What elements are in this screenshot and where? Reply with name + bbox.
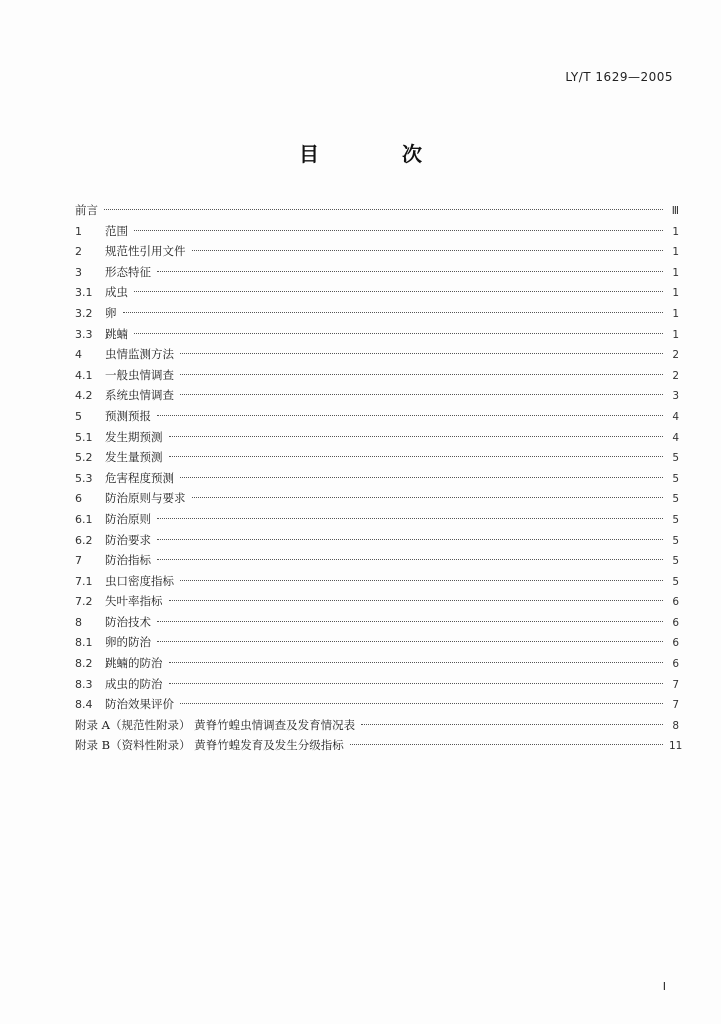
toc-leader-dots bbox=[123, 312, 664, 313]
toc-leader-dots bbox=[180, 580, 663, 581]
toc-entry-number: 7.2 bbox=[75, 595, 93, 609]
toc-leader-dots bbox=[180, 703, 663, 704]
toc-leader-dots bbox=[169, 683, 664, 684]
toc-entry-label: 成虫的防治 bbox=[105, 676, 163, 691]
toc-entry[interactable] bbox=[75, 468, 679, 489]
toc-entry-page: 7 bbox=[672, 699, 679, 712]
toc-leader-dots bbox=[157, 641, 663, 642]
toc-entry[interactable] bbox=[75, 447, 679, 468]
toc-entry-number: 8.4 bbox=[75, 698, 93, 712]
toc-leader-dots bbox=[180, 477, 663, 478]
toc-leader-dots bbox=[157, 621, 663, 622]
toc-entry-number: 5.1 bbox=[75, 430, 93, 444]
toc-entry[interactable] bbox=[75, 282, 679, 303]
toc-entry-number: 8 bbox=[75, 615, 82, 629]
toc-entry-label: 防治原则与要求 bbox=[105, 491, 186, 506]
toc-entry-label: 防治原则 bbox=[105, 511, 151, 526]
toc-entry[interactable] bbox=[75, 427, 679, 448]
toc-entry-number: 4.1 bbox=[75, 368, 93, 382]
toc-entry-number: 4.2 bbox=[75, 389, 93, 403]
toc-entry-label: 危害程度预测 bbox=[105, 470, 174, 485]
toc-entry-page: 7 bbox=[672, 678, 679, 691]
toc-entry-number: 7.1 bbox=[75, 574, 93, 588]
toc-entry-number: 5.3 bbox=[75, 471, 93, 485]
toc-entry-label: 卵的防治 bbox=[105, 635, 151, 650]
toc-leader-dots bbox=[157, 271, 663, 272]
toc-entry-page: 1 bbox=[672, 266, 679, 279]
toc-entry-number: 8.2 bbox=[75, 657, 93, 671]
toc-entry-number: 5.2 bbox=[75, 451, 93, 465]
toc-entry-number: 5 bbox=[75, 409, 82, 423]
toc-entry-number: 3.1 bbox=[75, 286, 93, 300]
toc-entry-number: 8.3 bbox=[75, 677, 93, 691]
toc-entry-label: 失叶率指标 bbox=[105, 594, 163, 609]
toc-leader-dots bbox=[157, 415, 663, 416]
toc-entry-number: 4 bbox=[75, 348, 82, 362]
toc-entry-number: 3.2 bbox=[75, 306, 93, 320]
toc-entry-number: 8.1 bbox=[75, 636, 93, 650]
toc-entry-label: 跳蝻的防治 bbox=[105, 656, 163, 671]
toc-leader-dots bbox=[361, 724, 663, 725]
toc-entry-page: 3 bbox=[672, 390, 679, 403]
toc-entry[interactable] bbox=[75, 591, 679, 612]
toc-entry-page: 1 bbox=[672, 328, 679, 341]
toc-entry-page: 11 bbox=[669, 740, 683, 753]
toc-entry-label: 成虫 bbox=[105, 285, 128, 300]
toc-entry[interactable] bbox=[75, 324, 679, 345]
toc-entry[interactable] bbox=[75, 344, 679, 365]
toc-entry-page: 2 bbox=[672, 369, 679, 382]
table-of-contents bbox=[75, 200, 683, 756]
toc-entry-page: 6 bbox=[672, 596, 679, 609]
toc-leader-dots bbox=[157, 539, 663, 540]
page-title: 目 次 bbox=[299, 142, 460, 166]
toc-entry[interactable] bbox=[75, 735, 683, 756]
toc-entry-label: 附录 A（规范性附录） 黄脊竹蝗虫情调查及发育情况表 bbox=[75, 717, 356, 732]
toc-leader-dots bbox=[157, 518, 663, 519]
toc-entry-label: 预测预报 bbox=[105, 408, 151, 423]
toc-entry-label: 卵 bbox=[105, 305, 117, 320]
toc-entry[interactable] bbox=[75, 571, 679, 592]
toc-entry-page: 5 bbox=[672, 452, 679, 465]
toc-entry-page: 1 bbox=[672, 287, 679, 300]
toc-entry-page: 5 bbox=[672, 472, 679, 485]
toc-leader-dots bbox=[192, 250, 664, 251]
toc-entry-page: 5 bbox=[672, 513, 679, 526]
toc-entry-page: 8 bbox=[672, 719, 679, 732]
toc-entry-page: 6 bbox=[672, 637, 679, 650]
page-number: I bbox=[662, 980, 666, 993]
toc-entry-number: 2 bbox=[75, 245, 82, 259]
toc-leader-dots bbox=[169, 600, 664, 601]
toc-entry[interactable] bbox=[75, 509, 679, 530]
toc-entry-page: 2 bbox=[672, 349, 679, 362]
toc-entry[interactable] bbox=[75, 262, 679, 283]
toc-entry-number: 1 bbox=[75, 224, 82, 238]
toc-entry-label: 系统虫情调查 bbox=[105, 388, 174, 403]
toc-entry-page: 6 bbox=[672, 658, 679, 671]
toc-entry-page: 1 bbox=[672, 246, 679, 259]
toc-entry-page: 4 bbox=[672, 410, 679, 423]
toc-leader-dots bbox=[180, 394, 663, 395]
toc-entry[interactable] bbox=[75, 221, 679, 242]
toc-entry-page: 1 bbox=[672, 307, 679, 320]
toc-entry-label: 跳蝻 bbox=[105, 326, 128, 341]
toc-leader-dots bbox=[169, 456, 664, 457]
toc-entry-number: 3 bbox=[75, 265, 82, 279]
toc-entry-label: 防治指标 bbox=[105, 553, 151, 568]
toc-entry-number: 6.1 bbox=[75, 512, 93, 526]
toc-entry[interactable] bbox=[75, 241, 679, 262]
toc-entry-page: 1 bbox=[672, 225, 679, 238]
toc-leader-dots bbox=[169, 662, 664, 663]
toc-leader-dots bbox=[104, 209, 663, 210]
toc-entry-number: 3.3 bbox=[75, 327, 93, 341]
toc-entry-label: 防治效果评价 bbox=[105, 697, 174, 712]
toc-entry-label: 一般虫情调查 bbox=[105, 367, 174, 382]
toc-entry-label: 防治技术 bbox=[105, 614, 151, 629]
toc-entry[interactable] bbox=[75, 365, 679, 386]
toc-entry-label: 前言 bbox=[75, 203, 98, 217]
toc-entry-number: 6 bbox=[75, 492, 82, 506]
toc-entry-label: 发生量预测 bbox=[105, 450, 163, 465]
toc-entry[interactable] bbox=[75, 200, 679, 221]
toc-entry[interactable] bbox=[75, 530, 679, 551]
toc-entry-page: 5 bbox=[672, 534, 679, 547]
toc-leader-dots bbox=[134, 230, 663, 231]
toc-entry-page: 5 bbox=[672, 575, 679, 588]
toc-entry[interactable] bbox=[75, 303, 679, 324]
toc-leader-dots bbox=[134, 291, 663, 292]
toc-entry[interactable] bbox=[75, 715, 679, 736]
toc-entry-page: Ⅲ bbox=[671, 205, 679, 217]
toc-entry-label: 虫口密度指标 bbox=[105, 573, 174, 588]
toc-entry[interactable] bbox=[75, 612, 679, 633]
toc-entry[interactable] bbox=[75, 632, 679, 653]
toc-entry-label: 附录 B（资料性附录） 黄脊竹蝗发育及发生分级指标 bbox=[75, 738, 344, 753]
toc-entry-page: 5 bbox=[672, 493, 679, 506]
toc-leader-dots bbox=[157, 559, 663, 560]
toc-entry-label: 虫情监测方法 bbox=[105, 347, 174, 362]
toc-entry-label: 范围 bbox=[105, 223, 128, 238]
toc-entry-label: 防治要求 bbox=[105, 532, 151, 547]
toc-entry-page: 6 bbox=[672, 616, 679, 629]
toc-entry-number: 7 bbox=[75, 554, 82, 568]
toc-leader-dots bbox=[350, 744, 663, 745]
toc-entry[interactable] bbox=[75, 488, 679, 509]
toc-entry-number: 6.2 bbox=[75, 533, 93, 547]
toc-entry[interactable] bbox=[75, 550, 679, 571]
toc-entry[interactable] bbox=[75, 406, 679, 427]
toc-entry-label: 规范性引用文件 bbox=[105, 244, 186, 259]
toc-leader-dots bbox=[169, 436, 664, 437]
toc-leader-dots bbox=[134, 333, 663, 334]
toc-entry-label: 形态特征 bbox=[105, 264, 151, 279]
toc-entry[interactable] bbox=[75, 694, 679, 715]
toc-entry-label: 发生期预测 bbox=[105, 429, 163, 444]
toc-leader-dots bbox=[180, 374, 663, 375]
toc-leader-dots bbox=[180, 353, 663, 354]
toc-entry-page: 5 bbox=[672, 555, 679, 568]
toc-leader-dots bbox=[192, 497, 664, 498]
toc-entry[interactable] bbox=[75, 674, 679, 695]
toc-entry[interactable] bbox=[75, 385, 679, 406]
toc-entry[interactable] bbox=[75, 653, 679, 674]
standard-code: LY/T 1629—2005 bbox=[565, 70, 673, 84]
toc-entry-page: 4 bbox=[672, 431, 679, 444]
